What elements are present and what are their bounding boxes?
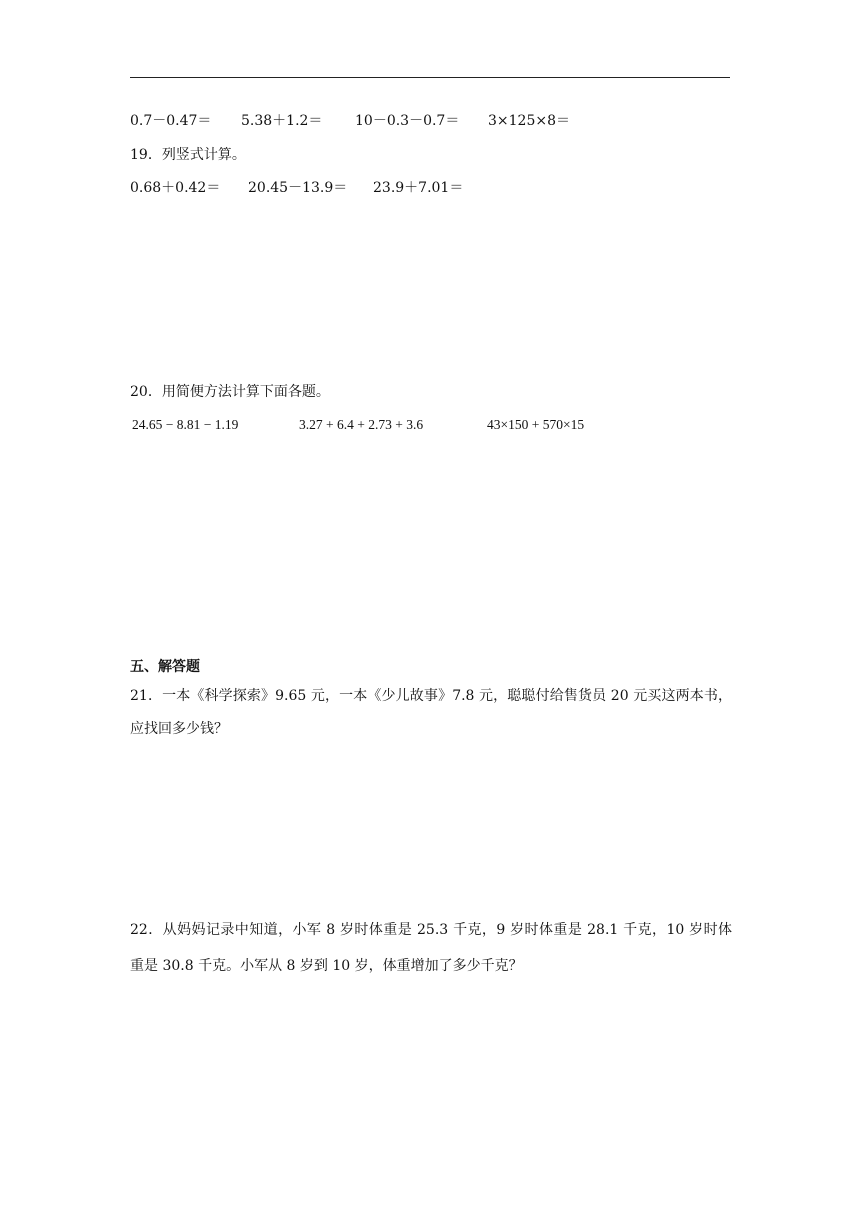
q19-title: 19．列竖式计算。 [130,147,246,163]
q20-title: 20．用简便方法计算下面各题。 [130,384,330,400]
q18-expression-1: 0.7－0.47＝ [130,113,212,129]
q18-expression-3: 10－0.3－0.7＝ [355,113,460,129]
q21-line-2: 应找回多少钱？ [130,721,228,737]
q21-line-1: 21．一本《科学探索》9.65 元，一本《少儿故事》7.8 元，聪聪付给售货员 20 元买这两本书， [130,688,732,704]
q20-expression-1: 24.65 − 8.81 − 1.19 [132,417,239,432]
header-rule [130,77,730,78]
q19-expression-3: 23.9＋7.01＝ [373,180,464,196]
q22-line-1: 22．从妈妈记录中知道，小军 8 岁时体重是 25.3 千克，9 岁时体重是 28.1 千克，10 岁时体 [130,922,732,938]
q22-line-2: 重是 30.8 千克。小军从 8 岁到 10 岁，体重增加了多少千克？ [130,958,523,974]
q18-expression-2: 5.38＋1.2＝ [241,113,323,129]
q20-expression-3: 43×150 + 570×15 [487,417,585,432]
q20-expression-2: 3.27 + 6.4 + 2.73 + 3.6 [299,417,424,432]
q18-expression-4: 3×125×8＝ [488,113,570,129]
q19-expression-1: 0.68＋0.42＝ [130,180,221,196]
q19-expression-2: 20.45－13.9＝ [248,180,348,196]
section-title: 五、解答题 [130,659,200,675]
